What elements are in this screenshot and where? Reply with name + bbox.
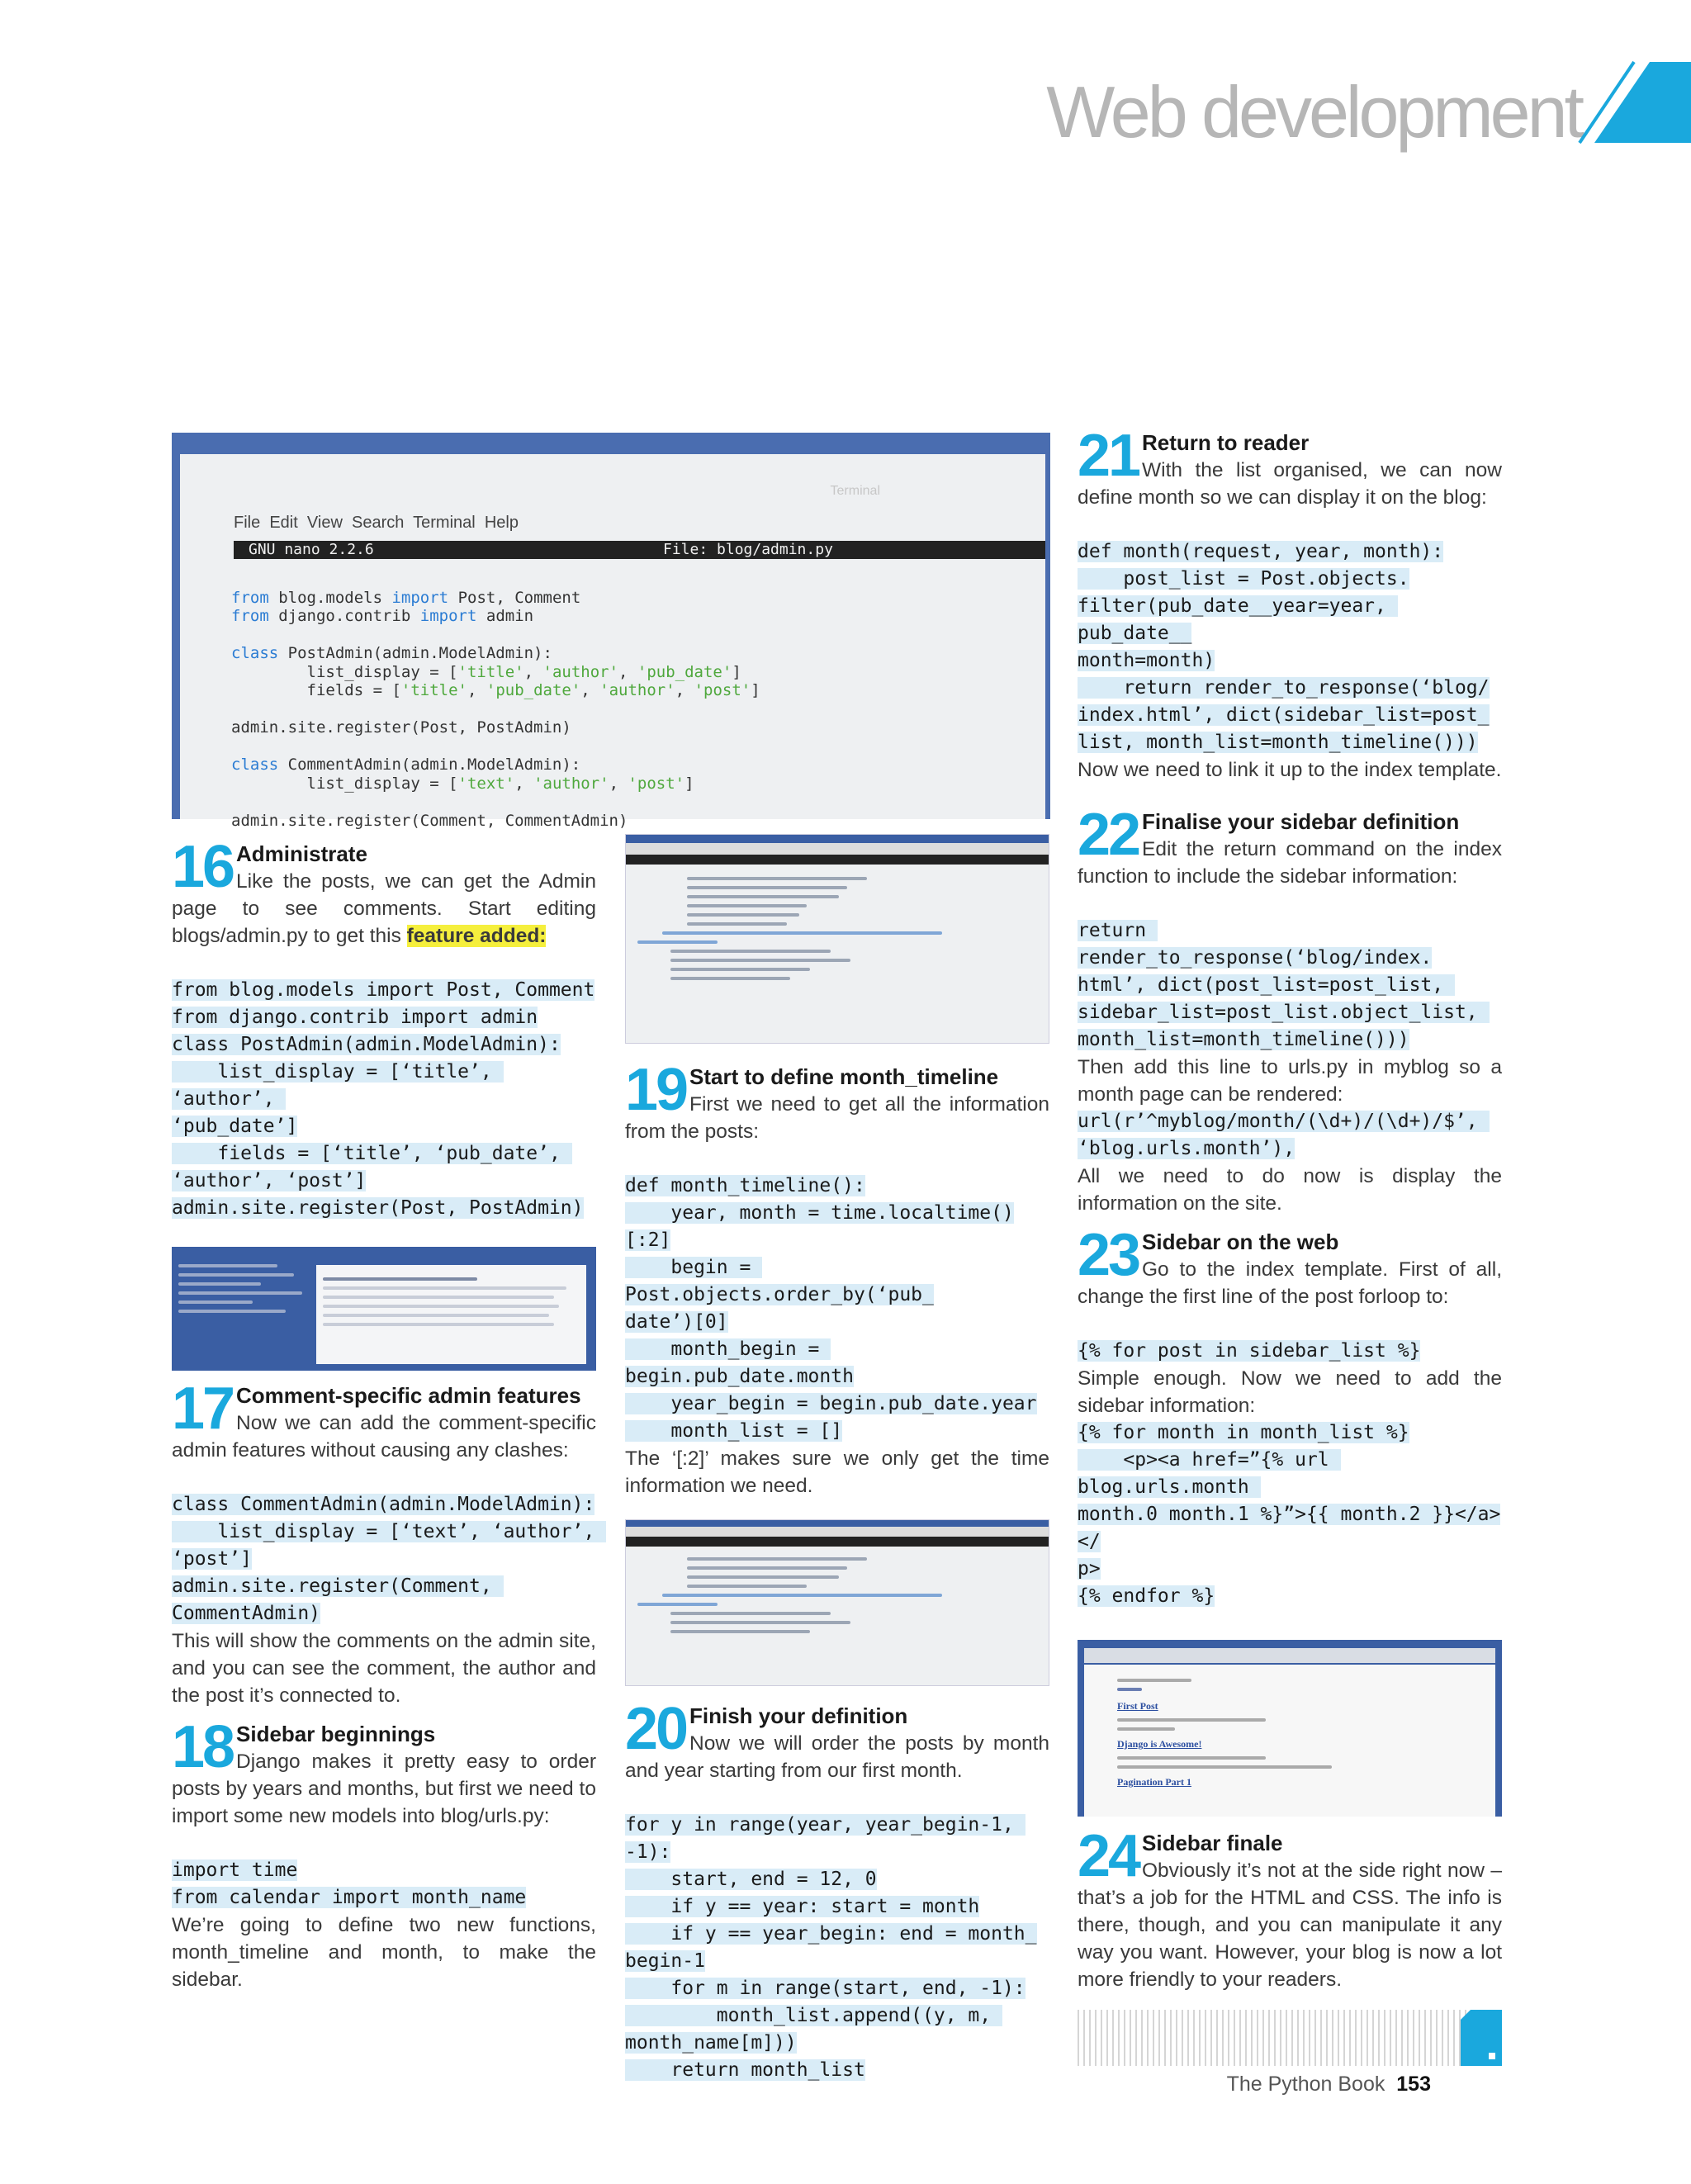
step-body-after: This will show the comments on the admin site, and you can see the comment, the author and the post it’s connected to. xyxy=(172,1630,596,1707)
step-body: Now we can add the comment-specific admin features without causing any clashes: xyxy=(172,1412,596,1462)
step-21 xyxy=(1078,423,1502,511)
step-number: 22 xyxy=(1078,802,1139,868)
step-number: 20 xyxy=(625,1696,687,1762)
step-number: 21 xyxy=(1078,423,1139,489)
nano-admin-screenshot xyxy=(172,433,1050,830)
window-title: Terminal xyxy=(830,484,880,498)
step-title: Start to define month_timeline xyxy=(689,1064,999,1089)
terminal-menu: File Edit View Search Terminal Help xyxy=(234,514,519,532)
code-block: return render_to_response(‘blog/index. html’, dict(post_list=post_list, sidebar_list=post_list.object_list, month_list=month_timeline())) xyxy=(1078,920,1490,1050)
step-19 xyxy=(625,1057,1049,1145)
highlight: feature added: xyxy=(406,925,547,947)
step-title: Return to reader xyxy=(1142,430,1310,455)
step-title: Administrate xyxy=(236,841,367,866)
step-body: With the list organised, we can now define month so we can display it on the blog: xyxy=(1078,459,1502,509)
browser-screenshot xyxy=(1078,1640,1502,1817)
step-body-mid: Simple enough. Now we need to add the sidebar information: xyxy=(1078,1367,1502,1417)
step-body-after: We’re going to define two new functions, month_timeline and month, to make the sidebar. xyxy=(172,1914,596,1991)
step-body: Now we will order the posts by month and year starting from our first month. xyxy=(625,1732,1049,1782)
step-title: Finish your definition xyxy=(689,1703,908,1728)
step-16 xyxy=(172,834,596,950)
code-block-2: url(r’^myblog/month/(\d+)/(\d+)/$’, ‘blog.urls.month’), xyxy=(1078,1111,1490,1159)
step-body: Go to the index template. First of all, change the first line of the post forloop to: xyxy=(1078,1258,1502,1308)
step-number: 19 xyxy=(625,1057,687,1123)
browser-link-pagination: Pagination Part 1 xyxy=(1117,1776,1191,1788)
step-number: 23 xyxy=(1078,1222,1139,1288)
step-20 xyxy=(625,1696,1049,1784)
code-block-2: {% for month in month_list %} <p><a href=”{% url blog.urls.month month.0 month.1 %}”>{{ month.2 }}</a></ p> {% endfor %} xyxy=(1078,1422,1501,1607)
step-22 xyxy=(1078,802,1502,890)
code-block: import time from calendar import month_name xyxy=(172,1859,527,1908)
code-block: from blog.models import Post, Comment from django.contrib import admin class PostAdmin(admin.ModelAdmin): list_display = [‘title’, ‘author’, ‘pub_date’] fields = [‘title’, ‘pub_date’, ‘author’, ‘post’] admin.site.register(Post, PostAdmin) xyxy=(172,979,595,1219)
step-body: Django makes it pretty easy to order posts by years and months, but first we need to import some new models into blog/urls.py: xyxy=(172,1751,596,1827)
step-18 xyxy=(172,1714,596,1830)
step-24 xyxy=(1078,1823,1502,1993)
nano-file: File: blog/admin.py xyxy=(663,541,833,558)
code-block: class CommentAdmin(admin.ModelAdmin): list_display = [‘text’, ‘author’, ‘post’] admin.site.register(Comment, CommentAdmin) xyxy=(172,1494,607,1624)
page-footer xyxy=(1227,2073,1431,2096)
nano-version: GNU nano 2.2.6 xyxy=(249,541,374,558)
code-block: def month(request, year, month): post_list = Post.objects. filter(pub_date__year=year, pub_date__ month=month) return render_to_response(‘blog/ index.html’, dict(sidebar_list=post_ list, month_list=month_timeline())) xyxy=(1078,541,1490,753)
step-number: 24 xyxy=(1078,1823,1139,1889)
step-number: 17 xyxy=(172,1376,234,1442)
nano-titlebar xyxy=(234,541,1045,559)
step-body: First we need to get all the information from the posts: xyxy=(625,1093,1049,1143)
step-23 xyxy=(1078,1222,1502,1310)
step-body-after: Now we need to link it up to the index template. xyxy=(1078,759,1502,781)
urls-py-screenshot-2 xyxy=(625,1519,1049,1686)
book-title: The Python Book xyxy=(1226,2073,1385,2096)
section-title: Web development xyxy=(1046,71,1581,153)
urls-py-screenshot-1 xyxy=(625,834,1049,1044)
column-left xyxy=(172,834,607,1993)
admin-page-screenshot xyxy=(172,1247,596,1371)
nano-code: from blog.models import Post, Comment from django.contrib import admin class PostAdmin(admin.ModelAdmin): list_display = ['title', 'author', 'pub_date'] fields = ['title', 'pub_date', 'author', 'post'] admin.site.register(Post, PostAdmin) class CommentAdmin(admin.ModelAdmin): list_display = ['text', 'author', 'post'] admin.site.register(Comment, CommentAdmin) xyxy=(231,588,760,830)
header-accent-icon xyxy=(1580,62,1691,143)
step-title: Sidebar finale xyxy=(1142,1831,1283,1855)
step-body: Edit the return command on the index function to include the sidebar information: xyxy=(1078,838,1502,888)
step-body-after: The ‘[:2]’ makes sure we only get the time information we need. xyxy=(625,1447,1049,1497)
column-middle xyxy=(625,834,1049,2084)
step-17 xyxy=(172,1376,596,1464)
browser-link-first-post: First Post xyxy=(1117,1700,1158,1712)
step-body-mid: Then add this line to urls.py in myblog so a month page can be rendered: xyxy=(1078,1056,1502,1106)
step-number: 16 xyxy=(172,834,234,900)
code-block: {% for post in sidebar_list %} xyxy=(1078,1340,1421,1362)
step-title: Finalise your sidebar definition xyxy=(1142,809,1460,834)
step-title: Sidebar on the web xyxy=(1142,1229,1339,1254)
code-block: def month_timeline(): year, month = time.localtime()[:2] begin = Post.objects.order_by(‘pub_ date’)[0] month_begin = begin.pub_date.month year_begin = begin.pub_date.year month_list = [] xyxy=(625,1175,1037,1442)
step-body: Like the posts, we can get the Admin page to see comments. Start editing blogs/admin.py to get this feature added: xyxy=(172,870,596,947)
step-number: 18 xyxy=(172,1714,234,1780)
step-body-after: All we need to do now is display the information on the site. xyxy=(1078,1165,1502,1215)
end-marker xyxy=(1078,2010,1502,2066)
step-title: Comment-specific admin features xyxy=(236,1383,581,1408)
column-right xyxy=(1078,423,1502,2066)
end-marker-icon xyxy=(1461,2010,1502,2066)
step-title: Sidebar beginnings xyxy=(236,1722,436,1746)
page-number: 153 xyxy=(1396,2073,1431,2096)
browser-link-django: Django is Awesome! xyxy=(1117,1738,1202,1750)
code-block: for y in range(year, year_begin-1, -1): start, end = 12, 0 if y == year: start = month if y == year_begin: end = month_ begin-1 for m in range(start, end, -1): month_list.append((y, m, month_name[m])) return month_list xyxy=(625,1814,1037,2081)
step-body: Obviously it’s not at the side right now – that’s a job for the HTML and CSS. The info is there, though, and you can manipulate it any way you want. However, your blog is now a lot more friendly to your readers. xyxy=(1078,1859,1502,1991)
